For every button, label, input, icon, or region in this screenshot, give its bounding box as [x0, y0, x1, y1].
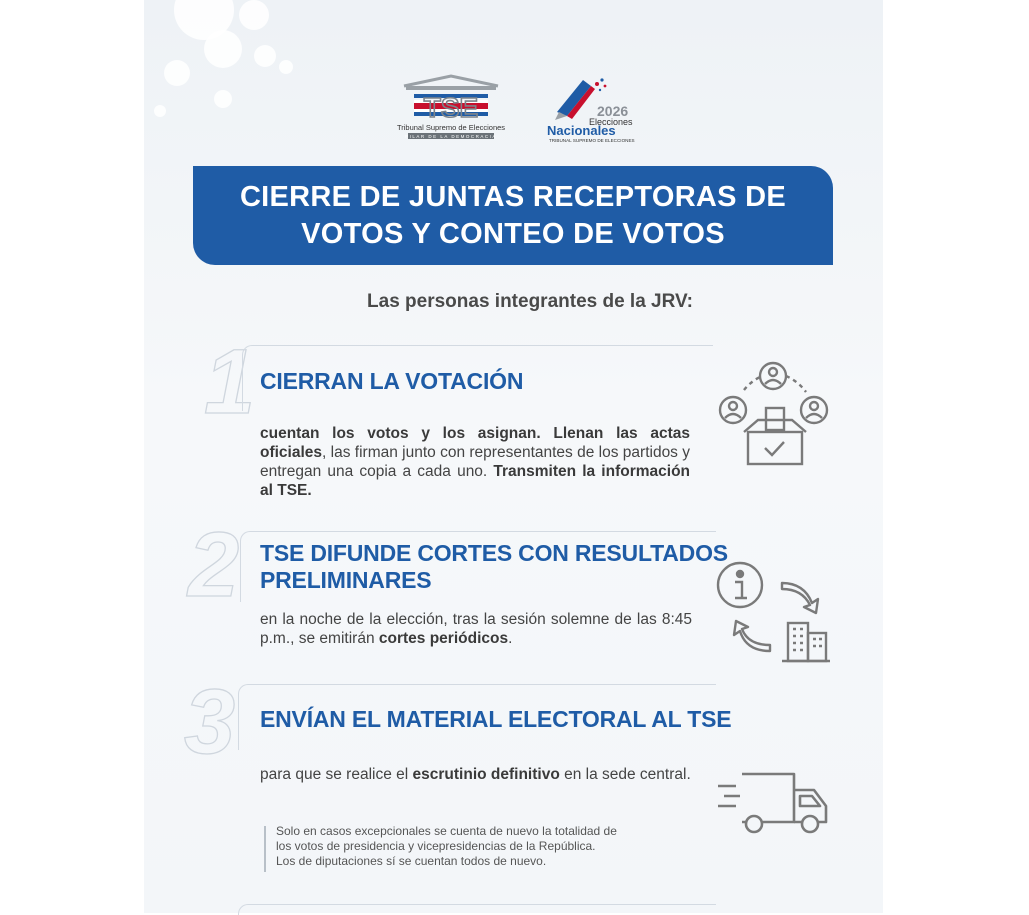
- banner-title-line2: VOTOS Y CONTEO DE VOTOS: [301, 217, 725, 250]
- step-1-body: [260, 424, 690, 500]
- step-2-text2: .: [508, 630, 513, 647]
- step-2-heading-line2: PRELIMINARES: [260, 567, 432, 593]
- step-2-bold1: cortes periódicos: [378, 630, 509, 647]
- footnote-line2: los votos de presidencia y vicepresidencias de la República.: [276, 839, 596, 853]
- delivery-truck-icon: [716, 768, 832, 838]
- election-word2: Nacionales: [547, 123, 616, 138]
- note-bar: [264, 826, 266, 872]
- election-word1: Elecciones: [589, 117, 633, 127]
- banner-title-line1: CIERRE DE JUNTAS RECEPTORAS DE: [239, 180, 787, 213]
- tse-logo: [396, 72, 506, 142]
- subtitle: Las personas integrantes de la JRV:: [367, 291, 693, 312]
- info-building-cycle-icon: [712, 555, 832, 665]
- tse-name: Tribunal Supremo de Elecciones: [396, 123, 506, 132]
- title-banner: [193, 166, 833, 265]
- footnote-line1: Solo en casos excepcionales se cuenta de nuevo la totalidad de: [276, 824, 617, 838]
- step-2-heading-line1: TSE DIFUNDE CORTES CON RESULTADOS: [260, 540, 728, 566]
- tse-letters: TSE: [423, 92, 479, 123]
- footnote-line3: Los de diputaciones sí se cuentan todos de nuevo.: [276, 854, 547, 868]
- tse-tagline: PILAR DE LA DEMOCRACIA: [405, 134, 497, 139]
- step-3-bold1: escrutinio definitivo: [412, 766, 560, 783]
- step-2-body: [260, 610, 692, 648]
- step-3-text2: en la sede central.: [559, 766, 691, 783]
- step-2-heading: [260, 540, 728, 594]
- step-1-heading: CIERRAN LA VOTACIÓN: [260, 368, 524, 394]
- step-2-number: 2: [188, 514, 240, 616]
- step-3-text1: para que se realice el: [260, 766, 413, 783]
- elecciones-2026-logo: [545, 72, 645, 144]
- step-3-body: [260, 765, 692, 784]
- step-1-number: 1: [204, 331, 256, 433]
- step-3-number: 3: [184, 671, 236, 773]
- step-2-text1: en la noche de la elección, tras la sesión solemne de las 8:45 p.m., se emitirán: [260, 611, 692, 647]
- step-3-heading: ENVÍAN EL MATERIAL ELECTORAL AL TSE: [260, 706, 732, 732]
- step-1-text1: , las firman junto con representantes de los partidos y entregan una copia a cada uno.: [260, 444, 690, 480]
- step-1-bold2: Transmiten la información al TSE.: [260, 463, 691, 499]
- next-step-frame: [238, 904, 716, 915]
- election-year: 2026: [597, 103, 629, 119]
- election-org: TRIBUNAL SUPREMO DE ELECCIONES: [549, 138, 635, 143]
- step-1-bold1: cuentan los votos y los asignan. Llenan las actas oficiales: [260, 425, 690, 461]
- footnote: [276, 824, 696, 869]
- ballot-box-people-icon: [714, 360, 834, 470]
- banner-title: [233, 179, 793, 253]
